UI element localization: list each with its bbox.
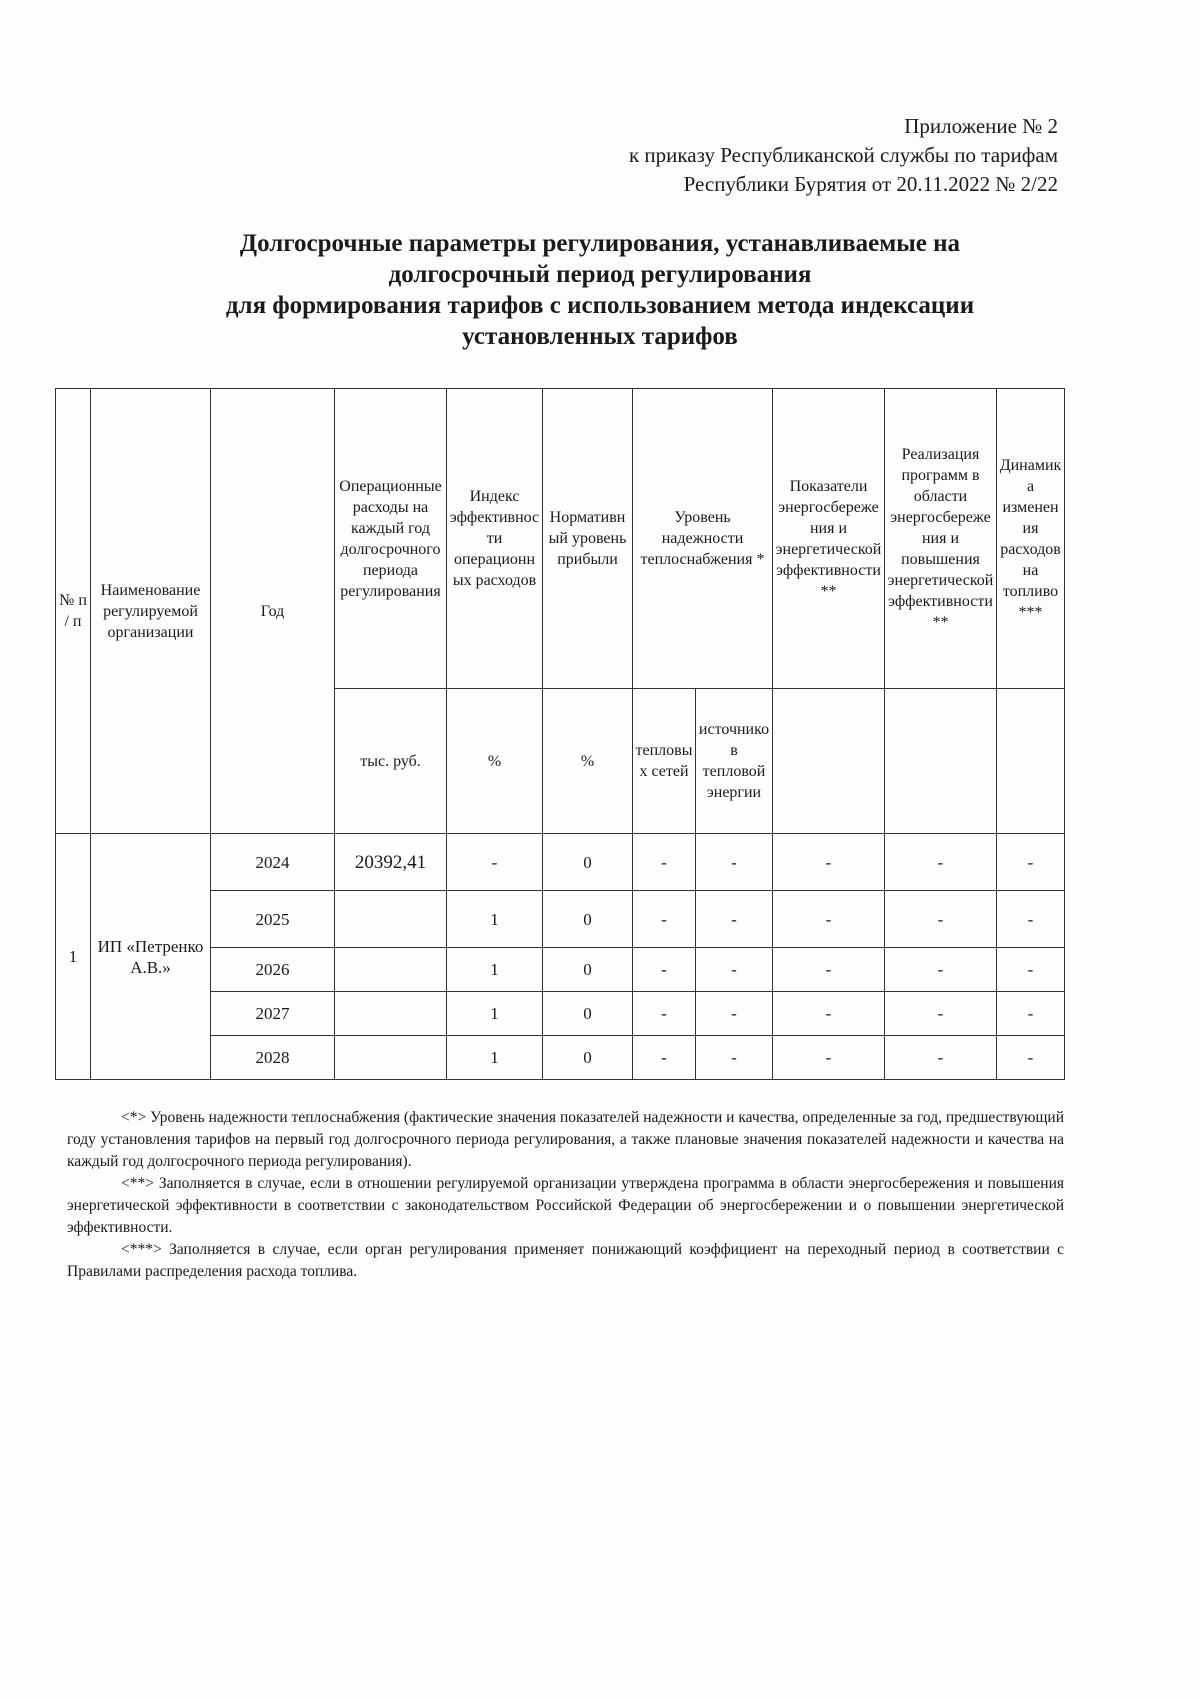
cell-efficiency: 1: [447, 948, 543, 992]
title-line-3: для формирования тарифов с использованием метода индексации: [225, 292, 975, 319]
cell-networks: -: [633, 992, 696, 1036]
cell-sources: -: [696, 834, 773, 891]
empty-cell: [885, 689, 997, 834]
footnotes: [67, 1107, 1064, 1283]
cell-efficiency: 1: [447, 891, 543, 948]
row-number: 1: [56, 834, 91, 1080]
cell-fuel: -: [997, 992, 1065, 1036]
title-line-2: долгосрочный период регулирования: [388, 261, 812, 288]
cell-opex: [335, 948, 447, 992]
title-line-1: Долгосрочные параметры регулирования, устанавливаемые на: [239, 230, 961, 257]
footnote-1: <*> Уровень надежности теплоснабжения (фактические значения показателей надежности и качества, определенные за год, предшествующий году установления тарифов на первый год долгосрочного периода регулирования, а также плановые значения показателей надежности и качества на каждый год долгосрочного периода регулирования).: [67, 1109, 1064, 1170]
header-reliability: Уровень надежности теплоснабжения *: [633, 389, 773, 689]
cell-energy: -: [773, 992, 885, 1036]
cell-program: -: [885, 891, 997, 948]
cell-year: 2024: [211, 834, 335, 891]
footnote-3: <***> Заполняется в случае, если орган регулирования применяет понижающий коэффициент на переходный период в соответствии с Правилами распределения расхода топлива.: [67, 1241, 1064, 1280]
cell-year: 2027: [211, 992, 335, 1036]
empty-cell: [773, 689, 885, 834]
header-organization: Наименование регулируемой организации: [91, 389, 211, 834]
cell-networks: -: [633, 1036, 696, 1080]
cell-networks: -: [633, 948, 696, 992]
header-fuel-dynamics: Динамика изменения расходов на топливо ***: [997, 389, 1065, 689]
organization-name: ИП «Петренко А.В.»: [91, 834, 211, 1080]
cell-efficiency: 1: [447, 1036, 543, 1080]
document-title: [100, 228, 1100, 352]
cell-fuel: -: [997, 948, 1065, 992]
cell-opex: [335, 1036, 447, 1080]
cell-profit: 0: [543, 1036, 633, 1080]
annex-header: [629, 112, 1058, 199]
header-efficiency-index: Индекс эффективности операционных расходов: [447, 389, 543, 689]
cell-year: 2028: [211, 1036, 335, 1080]
header-opex: Операционные расходы на каждый год долгосрочного периода регулирования: [335, 389, 447, 689]
cell-networks: -: [633, 891, 696, 948]
footnote-2: <**> Заполняется в случае, если в отношении регулируемой организации утверждена программа в области энергосбережения и повышения энергетической эффективности в соответствии с законодательством Российской Федерации об энергосбережении и о повышении энергетической эффективности.: [67, 1175, 1064, 1236]
empty-cell: [997, 689, 1065, 834]
header-energy-program: Реализация программ в области энергосбережения и повышения энергетической эффективности **: [885, 389, 997, 689]
unit-opex: тыс. руб.: [335, 689, 447, 834]
annex-line-1: Приложение № 2: [904, 114, 1058, 138]
cell-year: 2026: [211, 948, 335, 992]
annex-line-2: к приказу Республиканской службы по тарифам: [628, 143, 1058, 167]
cell-sources: -: [696, 992, 773, 1036]
cell-energy: -: [773, 1036, 885, 1080]
subheader-heat-sources: источников тепловой энергии: [696, 689, 773, 834]
cell-opex: 20392,41: [335, 834, 447, 891]
header-row-1: [56, 389, 1065, 689]
header-no: № п / п: [56, 389, 91, 834]
cell-opex: [335, 891, 447, 948]
header-profit-level: Нормативный уровень прибыли: [543, 389, 633, 689]
cell-program: -: [885, 948, 997, 992]
header-year: Год: [211, 389, 335, 834]
cell-program: -: [885, 1036, 997, 1080]
cell-profit: 0: [543, 992, 633, 1036]
cell-sources: -: [696, 891, 773, 948]
cell-profit: 0: [543, 948, 633, 992]
cell-program: -: [885, 992, 997, 1036]
cell-program: -: [885, 834, 997, 891]
cell-fuel: -: [997, 834, 1065, 891]
cell-efficiency: 1: [447, 992, 543, 1036]
cell-networks: -: [633, 834, 696, 891]
cell-efficiency: -: [447, 834, 543, 891]
parameters-table: [55, 388, 1065, 1080]
header-energy-indicators: Показатели энергосбережения и энергетической эффективности **: [773, 389, 885, 689]
unit-efficiency: %: [447, 689, 543, 834]
cell-energy: -: [773, 834, 885, 891]
cell-year: 2025: [211, 891, 335, 948]
cell-fuel: -: [997, 1036, 1065, 1080]
title-line-4: установленных тарифов: [462, 323, 738, 350]
cell-profit: 0: [543, 891, 633, 948]
annex-line-3: Республики Бурятия от 20.11.2022 № 2/22: [683, 172, 1058, 196]
cell-energy: -: [773, 891, 885, 948]
cell-profit: 0: [543, 834, 633, 891]
cell-energy: -: [773, 948, 885, 992]
unit-profit: %: [543, 689, 633, 834]
cell-fuel: -: [997, 891, 1065, 948]
cell-sources: -: [696, 1036, 773, 1080]
cell-sources: -: [696, 948, 773, 992]
subheader-heat-networks: тепловых сетей: [633, 689, 696, 834]
table-row: [56, 834, 1065, 891]
cell-opex: [335, 992, 447, 1036]
